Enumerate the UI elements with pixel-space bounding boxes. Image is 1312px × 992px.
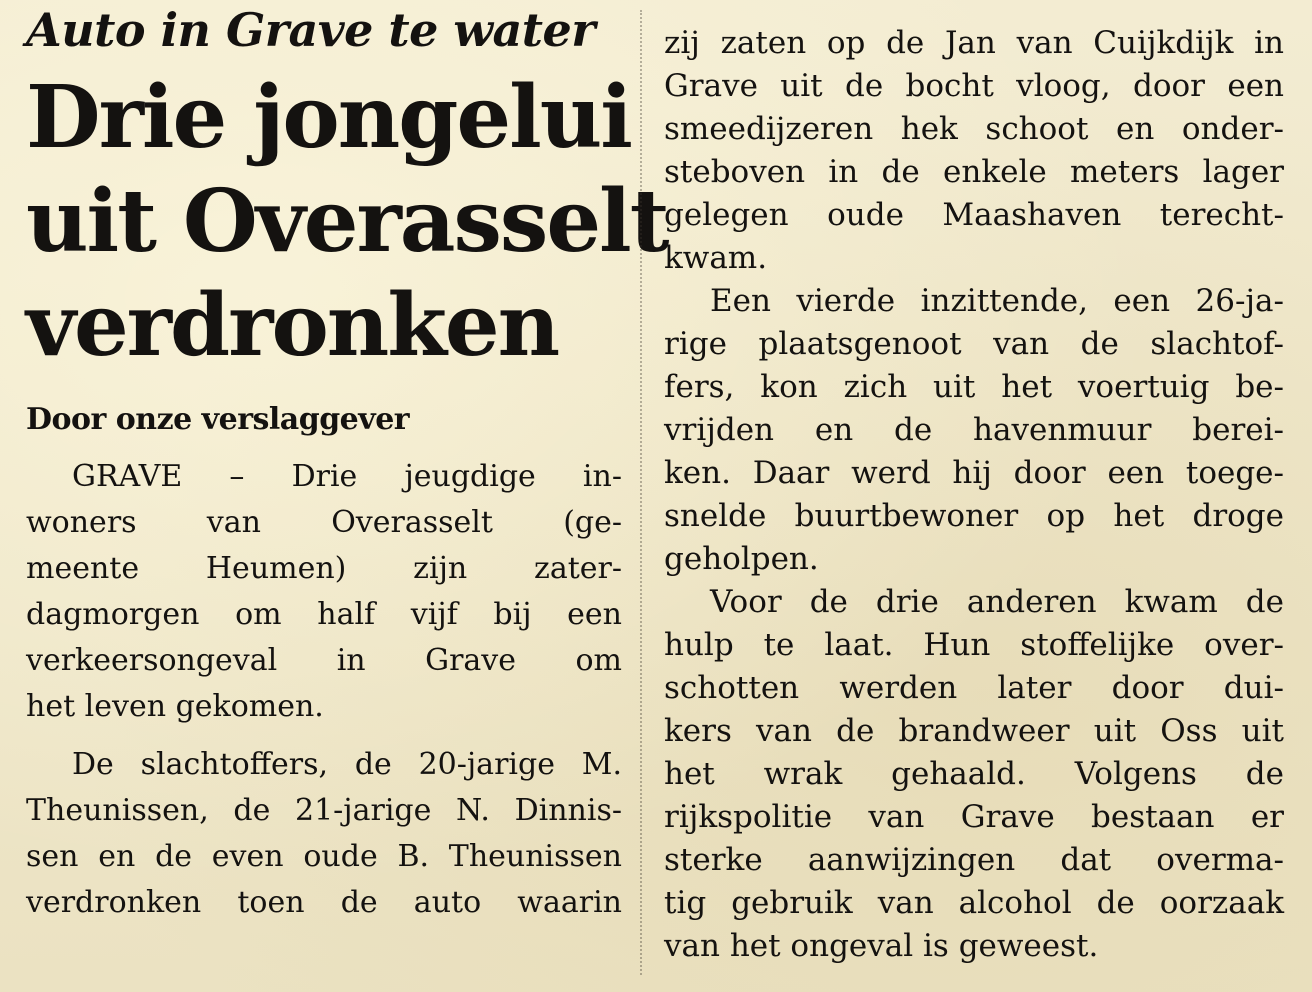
headline-line: Drie jongelui (26, 67, 631, 168)
paragraph-line: schotten werden later door dui- (664, 670, 1284, 706)
paragraph-line: sterke aanwijzingen dat overma- (664, 842, 1284, 878)
paragraph-line: kers van de brandweer uit Oss uit (664, 713, 1284, 749)
paragraph-line: woners van Overasselt (ge- (26, 505, 622, 540)
paragraph-line: GRAVE – Drie jeugdige in- (72, 459, 622, 494)
paragraph-line: verkeersongeval in Grave om (26, 643, 622, 678)
paragraph-line: snelde buurtbewoner op het droge (664, 498, 1284, 534)
paragraph-line: zij zaten op de Jan van Cuijkdijk in (664, 25, 1284, 61)
paragraph-line: steboven in de enkele meters lager (664, 154, 1284, 190)
paragraph-line: rige plaatsgenoot van de slachtof- (664, 326, 1284, 362)
paragraph-line: Een vierde inzittende, een 26-ja- (710, 283, 1284, 319)
paragraph-line: meente Heumen) zijn zater- (26, 551, 622, 586)
right-column (664, 22, 1284, 982)
article-paragraph (664, 22, 1284, 280)
paragraph-line: hulp te laat. Hun stoffelijke over- (664, 627, 1284, 663)
article-paragraph (26, 454, 622, 730)
paragraph-line: kwam. (664, 240, 768, 276)
paragraph-line: smeedijzeren hek schoot en onder- (664, 111, 1284, 147)
paragraph-line: van het ongeval is geweest. (664, 928, 1099, 964)
paragraph-line: ken. Daar werd hij door een toege- (664, 455, 1284, 491)
paragraph-line: verdronken toen de auto waarin (26, 885, 622, 920)
headline-line: uit Overasselt (26, 171, 668, 272)
paragraph-line: Theunissen, de 21-jarige N. Dinnis- (26, 793, 622, 828)
paragraph-line: het leven gekomen. (26, 689, 324, 724)
paragraph-line: Voor de drie anderen kwam de (710, 584, 1284, 620)
article-paragraph (664, 280, 1284, 581)
left-column (26, 0, 668, 992)
headline-line: verdronken (26, 275, 559, 376)
column-divider (640, 10, 642, 975)
paragraph-line: vrijden en de havenmuur berei- (664, 412, 1284, 448)
paragraph-line: sen en de even oude B. Theunissen (26, 839, 622, 874)
paragraph-line: rijkspolitie van Grave bestaan er (664, 799, 1284, 835)
article-paragraph (26, 742, 622, 926)
article-headline (26, 66, 668, 378)
article-byline: Door onze verslaggever (26, 402, 410, 437)
paragraph-line: geholpen. (664, 541, 819, 577)
paragraph-line: gelegen oude Maashaven terecht- (664, 197, 1284, 233)
article-paragraph (664, 581, 1284, 968)
paragraph-line: dagmorgen om half vijf bij een (26, 597, 622, 632)
paragraph-line: het wrak gehaald. Volgens de (664, 756, 1284, 792)
paragraph-line: fers, kon zich uit het voertuig be- (664, 369, 1284, 405)
article-kicker: Auto in Grave te water (26, 3, 596, 57)
paragraph-line: Grave uit de bocht vloog, door een (664, 68, 1284, 104)
paragraph-line: De slachtoffers, de 20-jarige M. (72, 747, 622, 782)
paragraph-line: tig gebruik van alcohol de oorzaak (664, 885, 1284, 921)
